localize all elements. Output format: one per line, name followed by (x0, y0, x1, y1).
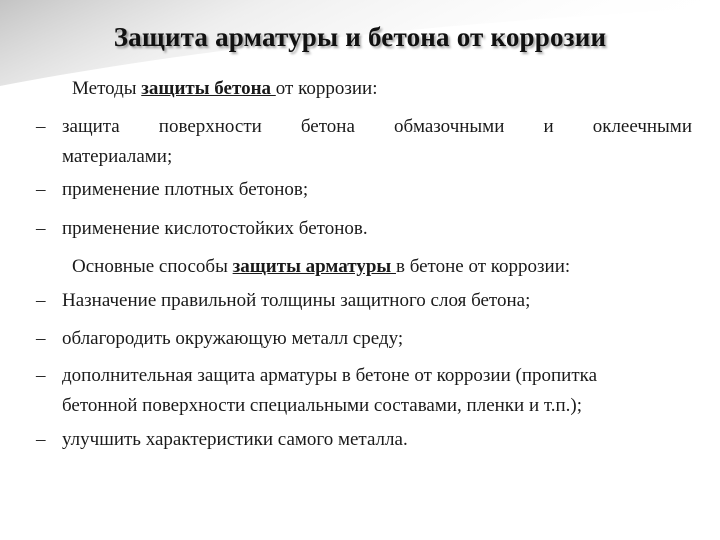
slide-title: Защита арматуры и бетона от коррозии (113, 22, 607, 52)
heading-text: от коррозии: (275, 78, 378, 99)
dash-bullet: – (36, 179, 46, 200)
list-item-text: защита поверхности бетона обмазочными и оклеечными (62, 116, 692, 137)
dash-bullet: – (36, 218, 46, 239)
list-item (36, 175, 692, 205)
heading-text: Методы (72, 78, 142, 99)
list-item (36, 425, 692, 455)
list-item-text: Назначение правильной толщины защитного слоя бетона; (62, 290, 531, 311)
list-item-text: применение плотных бетонов; (62, 179, 309, 200)
list-item-text: облагородить окружающую металл среду; (62, 328, 404, 349)
list-item (36, 324, 692, 354)
heading-emphasis: защиты арматуры (232, 256, 396, 277)
list-item-text: применение кислотостойких бетонов. (62, 218, 368, 239)
concrete-methods-heading (72, 78, 377, 100)
dash-bullet: – (36, 365, 46, 386)
rebar-methods-heading (72, 256, 570, 278)
list-item-text: улучшить характеристики самого металла. (62, 429, 408, 450)
dash-bullet: – (36, 328, 46, 349)
heading-text: в бетоне от коррозии: (395, 256, 571, 277)
list-item-text: материалами; (62, 146, 173, 167)
list-item-text: бетонной поверхности специальными составами, пленки и т.п.); (62, 395, 583, 416)
list-item-text: дополнительная защита арматуры в бетоне от коррозии (пропитка (62, 365, 598, 386)
dash-bullet: – (36, 116, 46, 137)
list-item (36, 361, 692, 421)
heading-text: Основные способы (72, 256, 233, 277)
list-item (36, 214, 692, 244)
dash-bullet: – (36, 290, 46, 311)
heading-emphasis: защиты бетона (141, 78, 276, 99)
list-item (36, 286, 692, 316)
dash-bullet: – (36, 429, 46, 450)
list-item (36, 112, 692, 172)
